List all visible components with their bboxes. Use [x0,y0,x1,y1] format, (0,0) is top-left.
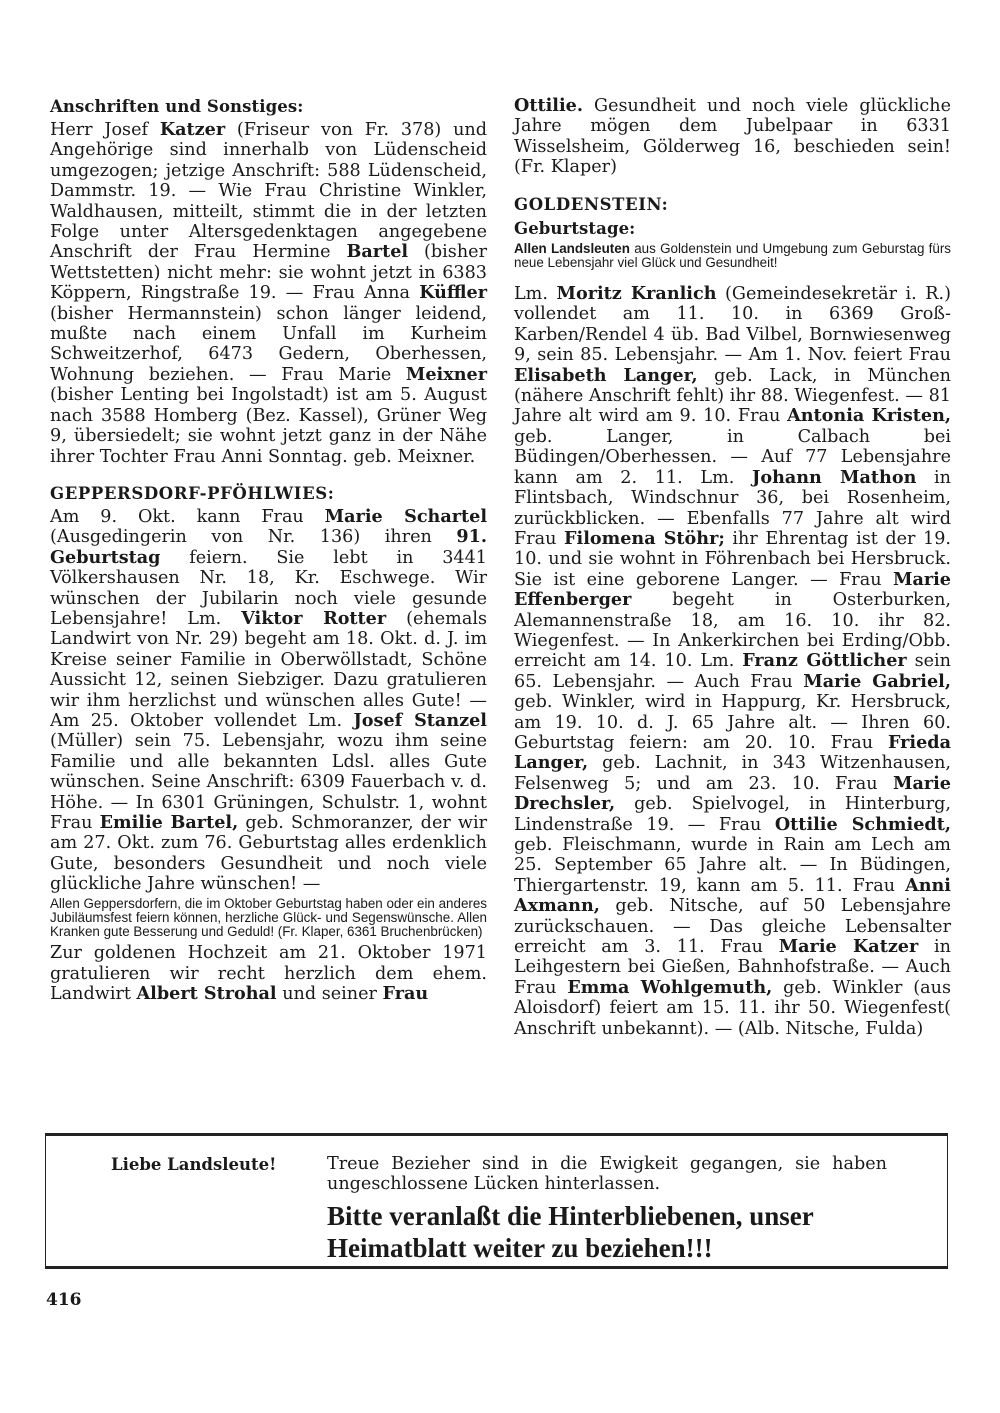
greeting-note: Allen Geppersdorfern, die im Oktober Geburtstag haben oder ein anderes Jubiläumsfest feiern können, herzliche Glück- und Segenswünsche. Allen Kranken gute Besserung und Geduld! (Fr. Klaper, 6361 Bruchenbrücken) [50,895,487,940]
section-heading-goldenstein: GOLDENSTEIN: [514,194,669,214]
subscription-notice-box [45,1133,948,1269]
article-paragraph: Zur goldenen Hochzeit am 21. Oktober 1971 gratulieren wir recht herzlich dem ehem. Landwirt Albert Strohal und seiner Frau [50,943,487,1005]
article-paragraph: Am 9. Okt. kann Frau Marie Schartel (Ausgedingerin von Nr. 136) ihren 91. Geburtstag feiern. Sie lebt in 3441 Völkershausen Nr. 18, Kr. Eschwege. Wir wünschen der Jubilarin noch viele gesunde Lebensjahre! Lm. Viktor Rotter (ehemals Landwirt von Nr. 29) begeht am 18. Okt. d. J. im Kreise seiner Familie in Oberwöllstadt, Schöne Aussicht 12, seinen Siebziger. Dazu gratulieren wir ihm herzlichst und wünschen alles Gute! — Am 25. Oktober vollendet Lm. Josef Stanzel (Müller) sein 75. Lebensjahr, wozu ihm seine Familie und alle bekannten Ldsl. alles Gute wünschen. Seine Anschrift: 6309 Fauerbach v. d. Höhe. — In 6301 Grüningen, Schulstr. 1, wohnt Frau Emilie Bartel, geb. Schmoranzer, der wir am 27. Okt. zum 76. Geburtstag alles erdenklich Gute, besonders Gesundheit und noch viele glückliche Jahre wünschen! — [50,505,488,895]
article-paragraph: Ottilie. Gesundheit und noch viele glückliche Jahre mögen dem Jubelpaar in 6331 Wisselsheim, Gölderweg 16, beschieden sein! (Fr. Klaper) [514,95,951,178]
article-paragraph: Herr Josef Katzer (Friseur von Fr. 378) und Angehörige sind innerhalb von Lüdenscheid umgezogen; jetzige Anschrift: 588 Lüdenscheid, Dammstr. 19. — Wie Frau Christine Winkler, Waldhausen, mitteilt, stimmt die in der letzten Folge unter Altersgedenktagen angegebene Anschrift der Frau Hermine Bartel (bisher Wettstetten) nicht mehr: sie wohnt jetzt in 6383 Köppern, Ringstraße 19. — Frau Anna Küffler (bisher Hermannstein) schon länger leidend, mußte nach einem Unfall im Kurheim Schweitzerhof, 6473 Gedern, Oberhessen, Wohnung beziehen. — Frau Marie Meixner (bisher Lenting bei Ingolstadt) ist am 5. August nach 3588 Homberg (Bez. Kassel), Grüner Weg 9, übersiedelt; sie wohnt jetzt ganz in der Nähe ihrer Tochter Frau Anni Sonntag. geb. Meixner. [50,119,488,467]
subheading-geburtstage: Geburtstage: [514,218,636,238]
left-column [50,96,487,1004]
notice-label: Liebe Landsleute! [111,1155,277,1174]
article-paragraph: Lm. Moritz Kranlich (Gemeindesekretär i. R.) vollendet am 11. 10. in 6369 Groß-Karben/Rendel 4 üb. Bad Vilbel, Bornwiesenweg 9, sein 85. Lebensjahr. — Am 1. Nov. feiert Frau Elisabeth Langer, geb. Lack, in München (nähere Anschrift fehlt) ihr 88. Wiegenfest. — 81 Jahre alt wird am 9. 10. Frau Antonia Kristen, geb. Langer, in Calbach bei Büdingen/Oberhessen. — Auf 77 Lebensjahre kann am 2. 11. Lm. Johann Mathon in Flintsbach, Windschnur 36, bei Rosenheim, zurückblicken. — Ebenfalls 77 Jahre alt wird Frau Filomena Stöhr; ihr Ehrentag ist der 19. 10. und sie wohnt in Föhrenbach bei Hersbruck. Sie ist eine geborene Langer. — Frau Marie Effenberger begeht in Osterburken, Alemannenstraße 18, am 16. 10. ihr 82. Wiegenfest. — In Ankerkirchen bei Erding/Obb. erreicht am 14. 10. Lm. Franz Göttlicher sein 65. Lebensjahr. — Auch Frau Marie Gabriel, geb. Winkler, wird in Happurg, Kr. Hersbruck, am 19. 10. d. J. 65 Jahre alt. — Ihren 60. Geburtstag feiern: am 20. 10. Frau Frieda Langer, geb. Lachnit, in 343 Witzenhausen, Felsenweg 5; und am 23. 10. Frau Marie Drechsler, geb. Spielvogel, in Hinterburg, Lindenstraße 19. — Frau Ottilie Schmiedt, geb. Fleischmann, wurde in Rain am Lech am 25. September 65 Jahre alt. — In Büdingen, Thiergartenstr. 19, kann am 5. 11. Frau Anni Axmann, geb. Nitsche, auf 50 Lebensjahre zurückschauen. — Das gleiche Lebensalter erreicht am 3. 11. Frau Marie Katzer in Leihgestern bei Gießen, Bahnhofstraße. — Auch Frau Emma Wohlgemuth, geb. Winkler (aus Aloisdorf) feiert am 15. 11. ihr 50. Wiegenfest( Anschrift unbekannt). — (Alb. Nitsche, Fulda) [514,283,952,1039]
section-heading-anschriften: Anschriften und Sonstiges: [50,97,304,116]
page-number: 416 [46,1290,82,1310]
greeting-note: Allen Landsleuten aus Goldenstein und Umgebung zum Geburstag fürs neue Lebensjahr viel Glück und Gesundheit! [514,240,952,270]
notice-text: Treue Bezieher sind in die Ewigkeit gegangen, sie haben ungeschlossene Lücken hinterlassen. [327,1154,887,1195]
notice-emphasis: Bitte veranlaßt die Hinterbliebenen, unser Heimatblatt weiter zu beziehen!!! [327,1201,814,1263]
right-column [514,96,951,1039]
section-heading-geppersdorf: GEPPERSDORF-PFÖHLWIES: [50,483,335,503]
